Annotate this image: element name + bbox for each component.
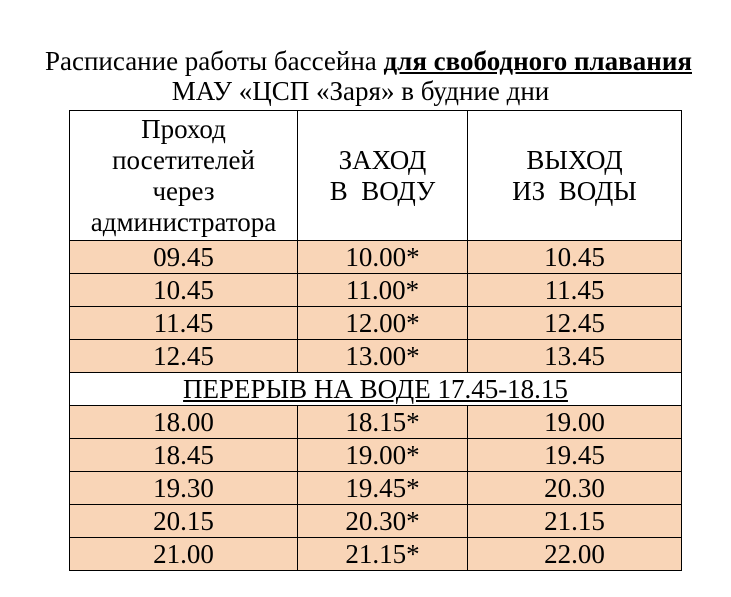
break-label: ПЕРЕРЫВ НА ВОДЕ 17.45-18.15 bbox=[70, 373, 682, 406]
table-row bbox=[70, 340, 682, 373]
table-row bbox=[70, 406, 682, 439]
entry-time-cell: 12.00* bbox=[298, 307, 468, 340]
schedule-title bbox=[0, 46, 731, 106]
table-header-row bbox=[70, 111, 682, 241]
header-admin-pass: Проход посетителей через администратора bbox=[70, 111, 298, 241]
entry-time-cell: 19.45* bbox=[298, 472, 468, 505]
schedule-table bbox=[69, 110, 682, 571]
entry-time-cell: 19.00* bbox=[298, 439, 468, 472]
header-water-entry: ЗАХОД В ВОДУ bbox=[298, 111, 468, 241]
table-row bbox=[70, 439, 682, 472]
admin-time-cell: 11.45 bbox=[70, 307, 298, 340]
exit-time-cell: 19.00 bbox=[468, 406, 682, 439]
table-row bbox=[70, 472, 682, 505]
admin-time-cell: 18.45 bbox=[70, 439, 298, 472]
table-row bbox=[70, 274, 682, 307]
exit-time-cell: 12.45 bbox=[468, 307, 682, 340]
entry-time-cell: 20.30* bbox=[298, 505, 468, 538]
title-line-2: МАУ «ЦСП «Заря» в будние дни bbox=[171, 76, 550, 106]
exit-time-cell: 19.45 bbox=[468, 439, 682, 472]
entry-time-cell: 10.00* bbox=[298, 241, 468, 274]
admin-time-cell: 10.45 bbox=[70, 274, 298, 307]
exit-time-cell: 22.00 bbox=[468, 538, 682, 571]
entry-time-cell: 18.15* bbox=[298, 406, 468, 439]
title-line-1 bbox=[6, 46, 731, 76]
admin-time-cell: 21.00 bbox=[70, 538, 298, 571]
admin-time-cell: 12.45 bbox=[70, 340, 298, 373]
break-row bbox=[70, 373, 682, 406]
table-row bbox=[70, 505, 682, 538]
table-row bbox=[70, 538, 682, 571]
admin-time-cell: 20.15 bbox=[70, 505, 298, 538]
entry-time-cell: 11.00* bbox=[298, 274, 468, 307]
exit-time-cell: 20.30 bbox=[468, 472, 682, 505]
exit-time-cell: 21.15 bbox=[468, 505, 682, 538]
table-row bbox=[70, 307, 682, 340]
admin-time-cell: 18.00 bbox=[70, 406, 298, 439]
entry-time-cell: 21.15* bbox=[298, 538, 468, 571]
title-emphasis: для свободного плавания bbox=[383, 46, 692, 76]
admin-time-cell: 19.30 bbox=[70, 472, 298, 505]
title-prefix: Расписание работы бассейна bbox=[45, 46, 384, 76]
exit-time-cell: 13.45 bbox=[468, 340, 682, 373]
exit-time-cell: 11.45 bbox=[468, 274, 682, 307]
entry-time-cell: 13.00* bbox=[298, 340, 468, 373]
exit-time-cell: 10.45 bbox=[468, 241, 682, 274]
admin-time-cell: 09.45 bbox=[70, 241, 298, 274]
header-water-exit: ВЫХОД ИЗ ВОДЫ bbox=[468, 111, 682, 241]
table-row bbox=[70, 241, 682, 274]
